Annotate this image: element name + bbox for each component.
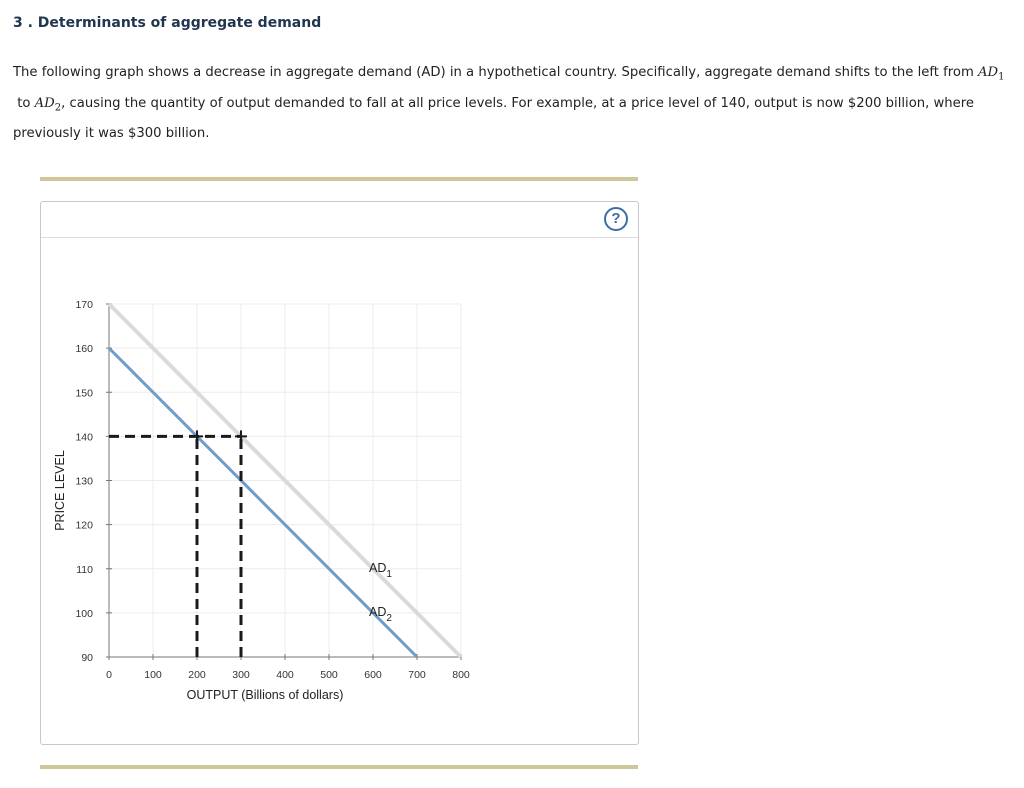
x-tick-label: 800 xyxy=(452,669,470,681)
y-tick-label: 150 xyxy=(75,387,93,400)
y-tick-label: 110 xyxy=(76,563,93,576)
math-ad2-sub: 2 xyxy=(54,102,62,114)
math-ad2 xyxy=(34,95,62,114)
x-tick-label: 0 xyxy=(106,669,112,681)
bottom-separator-rule xyxy=(40,765,638,769)
ad2-label-base: AD xyxy=(369,604,387,619)
math-ad1-sub: 1 xyxy=(998,71,1005,83)
ad1-label-sub: 1 xyxy=(386,568,392,580)
x-tick-label: 600 xyxy=(364,669,382,681)
y-tick-label: 170 xyxy=(75,299,93,311)
graph-panel xyxy=(40,201,639,745)
question-line-2-pre: to xyxy=(17,95,35,111)
ad2-label-sub: 2 xyxy=(386,612,392,624)
x-tick-label: 200 xyxy=(188,669,206,681)
ad1-label-base: AD xyxy=(369,560,387,575)
question-line-2 xyxy=(13,91,1013,122)
top-separator-rule xyxy=(40,177,638,181)
question-line-1-text: The following graph shows a decrease in aggregate demand (AD) in a hypothetical country. Specifically, aggregate demand shifts to the left from xyxy=(13,65,979,80)
question-line-1 xyxy=(13,60,1013,91)
y-axis-title: PRICE LEVEL xyxy=(53,450,67,531)
y-tick-label: 140 xyxy=(75,431,93,444)
y-tick-label: 130 xyxy=(75,475,93,488)
question-line-3: previously it was $300 billion. xyxy=(13,126,210,142)
question-title: 3 . Determinants of aggregate demand xyxy=(13,15,322,31)
x-tick-label: 100 xyxy=(144,669,162,681)
y-tick-label: 120 xyxy=(75,519,93,532)
x-tick-label: 700 xyxy=(408,669,426,681)
x-tick-label: 300 xyxy=(232,669,250,681)
math-ad2-base: AD xyxy=(34,95,55,111)
y-tick-label: 90 xyxy=(81,652,93,664)
x-tick-label: 500 xyxy=(320,669,338,681)
ad-chart xyxy=(41,202,638,744)
x-tick-label: 400 xyxy=(276,669,294,681)
question-text xyxy=(13,60,1013,147)
math-ad1-base: AD xyxy=(978,65,999,80)
help-icon[interactable]: ? xyxy=(604,207,628,231)
y-tick-label: 100 xyxy=(75,607,93,620)
y-tick-label: 160 xyxy=(75,343,93,356)
question-line-2-text: , causing the quantity of output demanded to fall at all price levels. For example, at a price level of 140, output is now $200 billion, where xyxy=(61,95,975,111)
math-ad1 xyxy=(978,65,1005,83)
x-axis-title: OUTPUT (Billions of dollars) xyxy=(186,688,344,702)
